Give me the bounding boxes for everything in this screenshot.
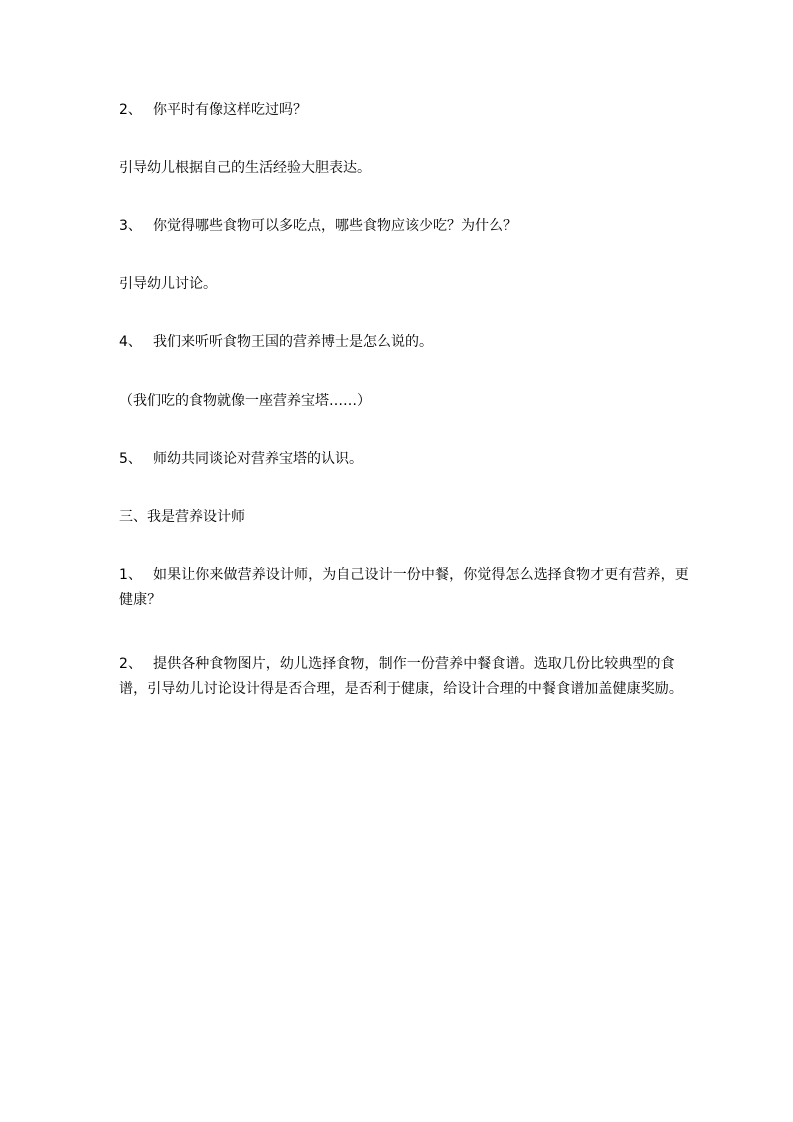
paragraph-question-4 xyxy=(119,330,689,355)
list-number: 3、 xyxy=(119,218,142,234)
paragraph-guidance-express xyxy=(119,156,689,181)
paragraph-guidance-discuss xyxy=(119,272,689,297)
paragraph-text: 引导幼儿讨论。 xyxy=(119,276,217,292)
list-number: 2、 xyxy=(119,656,143,672)
list-number: 2、 xyxy=(119,102,142,118)
list-number: 4、 xyxy=(119,334,142,350)
paragraph-question-3 xyxy=(119,214,689,239)
paragraph-question-2 xyxy=(119,98,689,123)
paragraph-design-1 xyxy=(119,563,689,613)
list-number: 5、 xyxy=(119,451,142,467)
paragraph-text: （我们吃的食物就像一座营养宝塔……） xyxy=(119,393,371,409)
paragraph-text: 如果让你来做营养设计师，为自己设计一份中餐，你觉得怎么选择食物才更有营养，更健康？ xyxy=(119,567,689,608)
paragraph-text: 我们来听听食物王国的营养博士是怎么说的。 xyxy=(153,334,433,350)
paragraph-text: 你平时有像这样吃过吗？ xyxy=(153,102,307,118)
paragraph-text: 你觉得哪些食物可以多吃点，哪些食物应该少吃？为什么？ xyxy=(153,218,517,234)
paragraph-text: 提供各种食物图片，幼儿选择食物，制作一份营养中餐食谱。选取几份比较典型的食谱，引导幼儿讨论设计得是否合理，是否利于健康，给设计合理的中餐食谱加盖健康奖励。 xyxy=(119,656,683,697)
paragraph-text: 师幼共同谈论对营养宝塔的认识。 xyxy=(153,451,363,467)
paragraph-pyramid-note xyxy=(119,389,689,414)
section-heading xyxy=(119,505,689,530)
paragraph-text: 引导幼儿根据自己的生活经验大胆表达。 xyxy=(119,160,371,176)
section-heading-text: 三、我是营养设计师 xyxy=(119,509,245,525)
list-number: 1、 xyxy=(119,567,143,583)
paragraph-design-2 xyxy=(119,652,689,702)
paragraph-question-5 xyxy=(119,447,689,472)
